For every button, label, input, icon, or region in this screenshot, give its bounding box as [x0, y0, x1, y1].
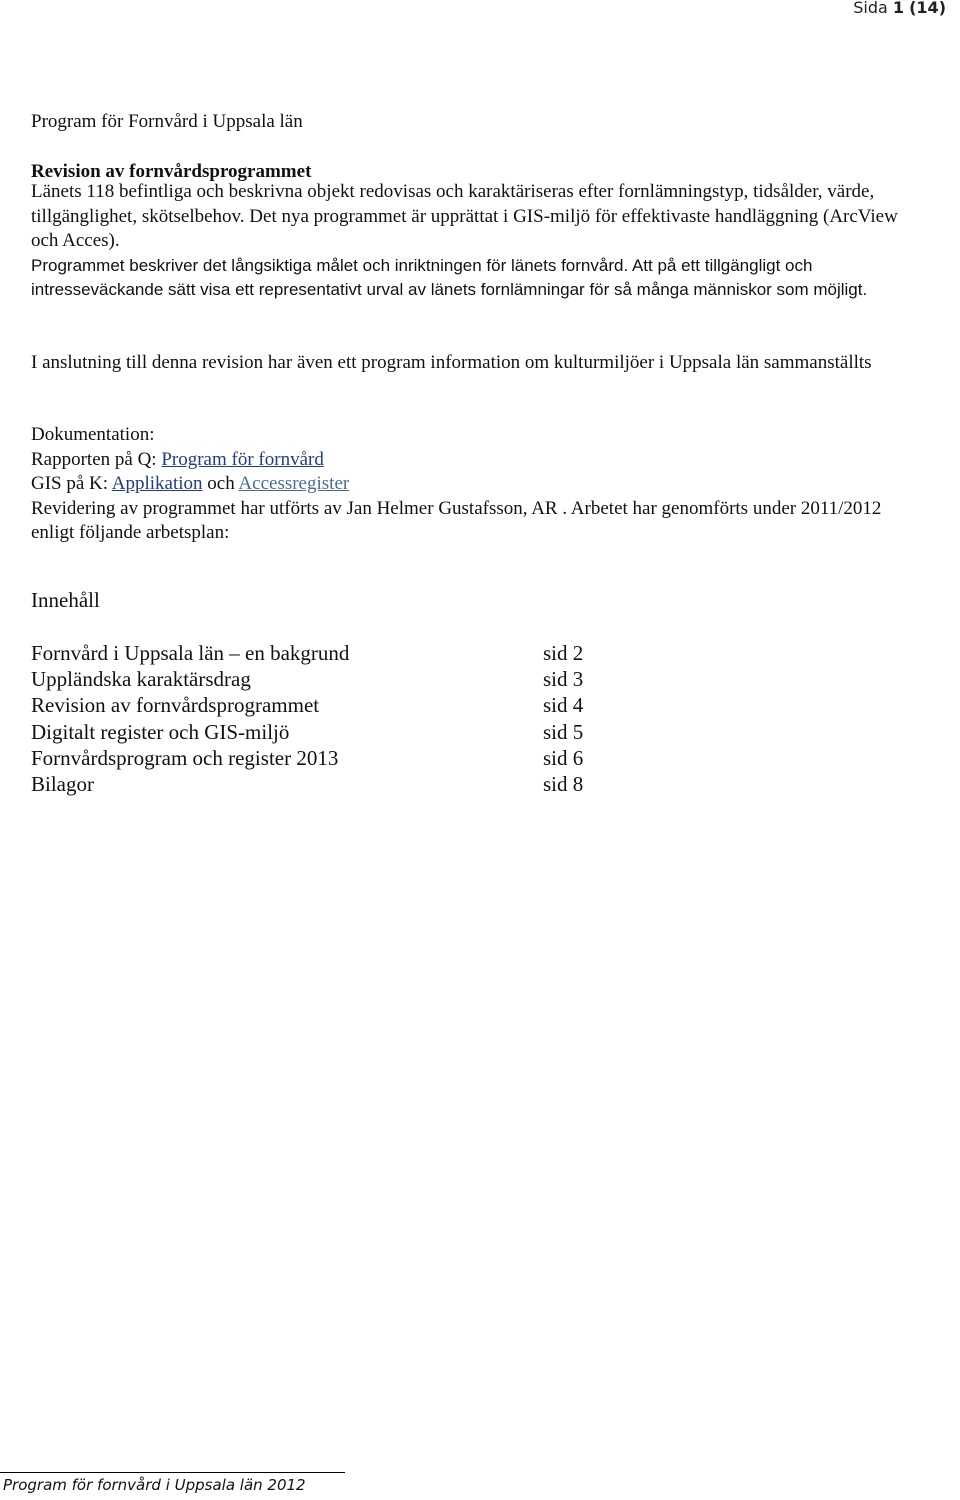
application-link[interactable]: Applikation — [111, 473, 203, 494]
toc-item-label: Revision av fornvårdsprogrammet — [31, 693, 320, 718]
toc-item-page: sid 3 — [543, 667, 584, 692]
access-register-link[interactable]: Accessregister — [238, 473, 350, 494]
revision-credit: Revidering av programmet har utförts av Jan Helmer Gustafsson, AR . Arbetet har genomförts under 2011/2012 enligt följande arbetsplan: — [31, 497, 882, 543]
gis-line — [31, 472, 921, 497]
toc-item — [31, 771, 631, 797]
page-number: 1 — [892, 0, 905, 17]
gis-connector: och — [202, 473, 239, 494]
section-heading: Revision av fornvårdsprogrammet — [31, 161, 312, 182]
intro-paragraph-sans: Programmet beskriver det långsiktiga målet och inriktningen för länets fornvård. Att på ett tillgängligt och intresseväckande sätt visa ett representativt urval av länets fornlämningar för så många människor som möjligt. — [31, 255, 868, 299]
page-number-header — [853, 0, 946, 17]
report-link[interactable]: Program för fornvård — [161, 448, 324, 470]
toc-item-label: Fornvårdsprogram och register 2013 — [31, 745, 339, 770]
toc-item — [31, 692, 631, 718]
toc-item-page: sid 5 — [543, 719, 584, 744]
toc-item-page: sid 2 — [543, 641, 584, 665]
toc-item — [31, 640, 631, 666]
toc-title: Innehåll — [31, 588, 100, 612]
report-line — [31, 448, 921, 473]
intro-paragraph — [31, 180, 911, 303]
toc-item-label: Digitalt register och GIS-miljö — [31, 719, 290, 744]
toc-item-page: sid 8 — [543, 772, 584, 797]
document-title: Program för Fornvård i Uppsala län — [31, 111, 303, 132]
toc-item — [31, 745, 631, 771]
documentation-heading: Dokumentation: — [31, 424, 155, 445]
toc-item-label: Fornvård i Uppsala län – en bakgrund — [31, 641, 350, 665]
revision-paragraph: I anslutning till denna revision har även ett program information om kulturmiljöer i Uppsala län sammanställts — [31, 352, 872, 373]
toc-item — [31, 666, 631, 692]
page-total: (14) — [909, 0, 946, 17]
toc-item-page: sid 6 — [543, 745, 584, 770]
toc-item-label: Bilagor — [31, 772, 94, 797]
report-prefix: Rapporten på Q: — [31, 448, 162, 470]
toc-item-page: sid 4 — [543, 693, 584, 718]
footer-text: Program för fornvård i Uppsala län 2012 — [3, 1476, 306, 1494]
gis-prefix: GIS på K: — [31, 473, 112, 494]
toc-item — [31, 719, 631, 745]
page-prefix: Sida — [853, 0, 888, 17]
toc-item-label: Uppländska karaktärsdrag — [31, 667, 251, 692]
footer-divider — [0, 1472, 345, 1473]
table-of-contents — [31, 640, 631, 797]
documentation-block — [31, 423, 921, 546]
intro-paragraph-serif: Länets 118 befintliga och beskrivna objekt redovisas och karaktäriseras efter fornlämningstyp, tidsålder, värde, tillgänglighet, skötselbehov. Det nya programmet är upprättat i GIS-miljö för effektivaste handläggning (ArcView och Acces). — [31, 181, 898, 251]
